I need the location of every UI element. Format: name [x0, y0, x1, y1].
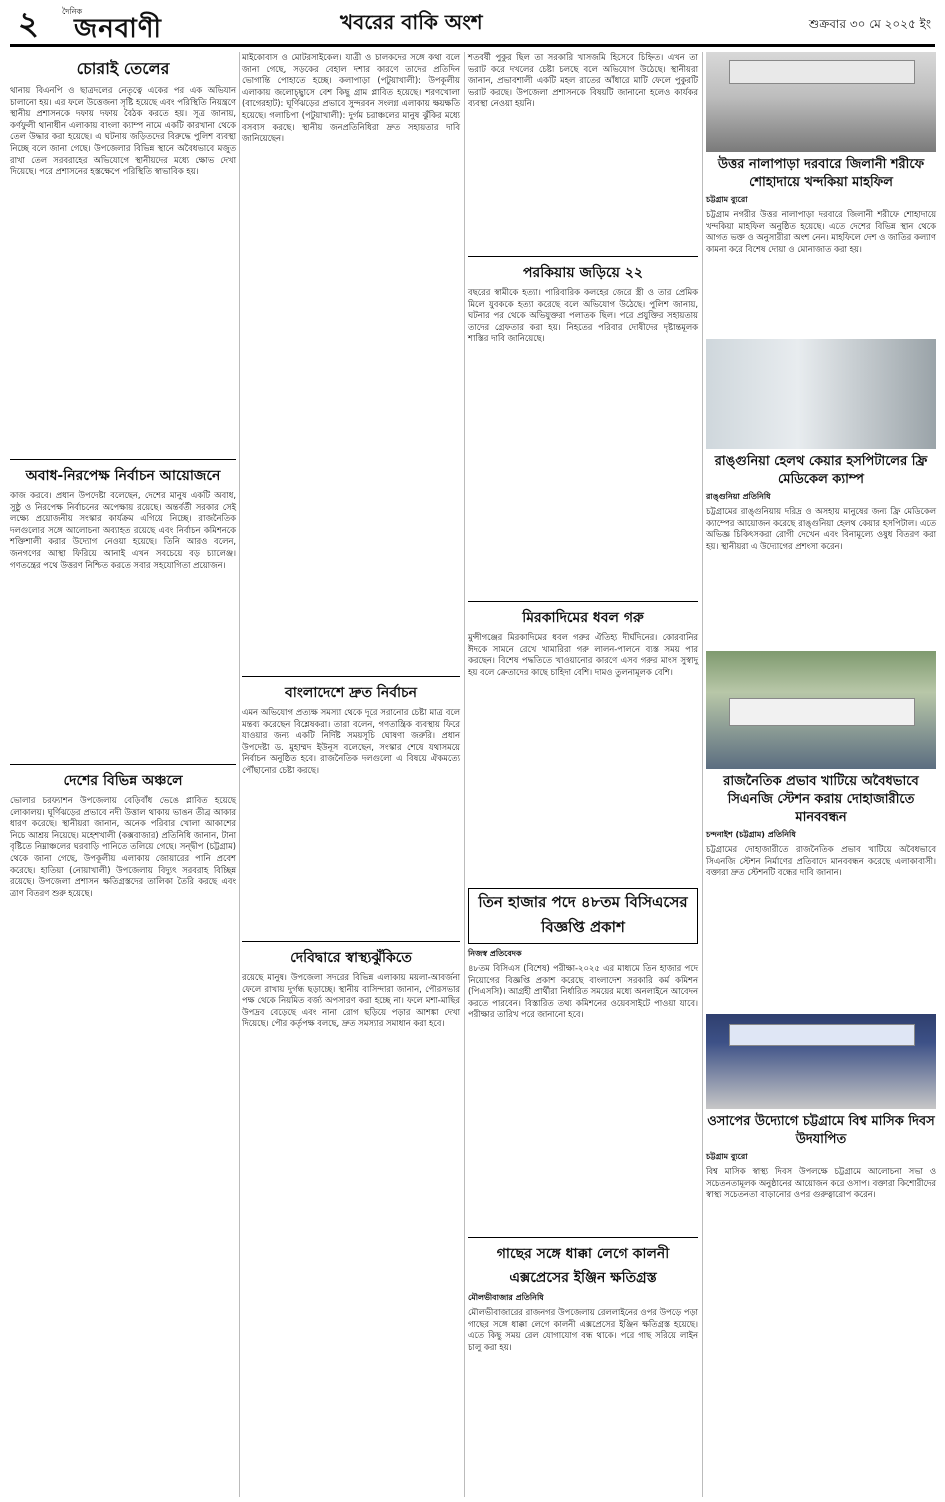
story-byline: চট্টগ্রাম ব্যুরো — [706, 195, 748, 204]
mahfil-photo — [706, 52, 936, 152]
daily-label: দৈনিক — [62, 7, 83, 16]
issue-date: শুক্রবার ৩০ মে ২০২৫ ইং — [808, 17, 931, 31]
story-body: বছরের স্বামীকে হত্যা। পারিবারিক কলহের জেরে স্ত্রী ও তার প্রেমিক মিলে যুবককে হত্যা করেছে বলে অভিযোগ উঠেছে। পুলিশ জানায়, ঘটনার পর থেকে অভিযুক্তরা পলাতক ছিল। পরে প্রযুক্তির সহায়তায় তাদের গ্রেফতার করা হয়। নিহতের পরিবার দোষীদের দৃষ্টান্তমূলক শাস্তির দাবি জানিয়েছে। — [468, 287, 701, 344]
story-title: দেশের বিভিন্ন অঞ্চলে — [10, 764, 236, 793]
paper-logo — [62, 6, 232, 44]
story-title: মিরকাদিমের ধবল গরু — [468, 601, 698, 630]
human-chain-photo — [706, 651, 936, 769]
story-body: চট্টগ্রামের দোহাজারীতে রাজনৈতিক প্রভাব খাটিয়ে অবৈধভাবে সিএনজি স্টেশন নির্মাণের প্রতিবাদে মানববন্ধন করেছে এলাকাবাসী। বক্তারা দ্রুত স্টেশনটি বন্ধের দাবি জানান। — [706, 844, 939, 878]
story-body: ভোলার চরফ্যাশন উপজেলায় বেড়িবাঁধ ভেঙে প্লাবিত হয়েছে লোকালয়। ঘূর্ণিঝড়ের প্রভাবে নদী উত্তাল থাকায় ভাঙন তীব্র আকার ধারণ করেছে। স্থানীয়রা জানান, অনেক পরিবার খোলা আকাশের নিচে আশ্রয় নিয়েছে। মহেশখালী (কক্সবাজার) প্রতিনিধি জানান, টানা বৃষ্টিতে নিম্নাঞ্চলের ঘরবাড়ি পানিতে তলিয়ে গেছে। সন্দ্বীপ (চট্টগ্রাম) থেকে জানা গেছে, উপকূলীয় এলাকায় জোয়ারের পানি প্রবেশ করেছে। হাতিয়া (নোয়াখালী) উপজেলায় বিদ্যুৎ সরবরাহ বিচ্ছিন্ন রয়েছে। উপজেলা প্রশাসন ক্ষতিগ্রস্তদের তালিকা তৈরি করছে এবং ত্রাণ বিতরণ শুরু হয়েছে। — [10, 795, 239, 898]
photo-caption: রাঙ্গুনিয়া হেলথ কেয়ার হসপিটালের ফ্রি মেডিকেল ক্যাম্প — [714, 454, 928, 487]
story-body: মাইকোবাস ও মোটরসাইকেল। যাত্রী ও চালকদের সঙ্গে কথা বলে জানা গেছে, সড়কের বেহাল দশার কারণে তাদের প্রতিদিন ভোগান্তি পোহাতে হচ্ছে। কলাপাড়া (পটুয়াখালী): উপকূলীয় এলাকায় জলোচ্ছ্বাসে বেশ কিছু গ্রাম প্লাবিত হয়েছে। শরণখোলা (বাগেরহাট): ঘূর্ণিঝড়ের প্রভাবে সুন্দরবন সংলগ্ন এলাকায় ক্ষয়ক্ষতি হয়েছে। গলাচিপা (পটুয়াখালী): দুর্গম চরাঞ্চলের মানুষ ঝুঁকির মধ্যে বসবাস করছে। স্থানীয় জনপ্রতিনিধিরা দ্রুত সহায়তার দাবি জানিয়েছেন। — [242, 52, 463, 144]
story-title: গাছের সঙ্গে ধাক্কা লেগে কালনী এক্সপ্রেসের ইঞ্জিন ক্ষতিগ্রস্ত — [468, 1237, 698, 1290]
column-4 — [706, 52, 939, 1497]
column-divider — [702, 52, 703, 1497]
story-byline: মৌলভীবাজার প্রতিনিধি — [468, 1293, 544, 1302]
story-byline: রাঙ্গুনিয়া প্রতিনিধি — [706, 492, 771, 501]
story-title: পরকিয়ায় জড়িয়ে ২২ — [468, 256, 698, 285]
column-1 — [10, 52, 239, 1497]
page-number: ২ — [18, 4, 39, 42]
story-title: তিন হাজার পদে ৪৮তম বিসিএসের বিজ্ঞপ্তি প্রকাশ — [468, 888, 698, 944]
photo-caption: উত্তর নালাপাড়া দরবারে জিলানী শরীফে শোহাদায়ে খন্দকিয়া মাহফিল — [717, 157, 925, 190]
column-divider — [464, 52, 465, 1497]
story-body: শতবর্ষী পুকুর ছিল তা সরকারি খাসজমি হিসেবে চিহ্নিত। এখন তা ভরাট করে দখলের চেষ্টা চলছে বলে অভিযোগ উঠেছে। স্থানীয়রা জানান, প্রভাবশালী একটি মহল রাতের আঁধারে মাটি ফেলে পুকুরটি ভরাট করছে। উপজেলা প্রশাসনকে বিষয়টি জানানো হলেও কার্যকর ব্যবস্থা নেওয়া হয়নি। — [468, 52, 701, 109]
column-2 — [242, 52, 463, 1497]
banner-shape — [729, 1024, 915, 1047]
story-body: মুন্সীগঞ্জের মিরকাদিমের ধবল গরুর ঐতিহ্য দীর্ঘদিনের। কোরবানির ঈদকে সামনে রেখে খামারিরা গরু লালন-পালনে ব্যস্ত সময় পার করছেন। বিশেষ পদ্ধতিতে খাওয়ানোর কারণে এসব গরুর মাংস সুস্বাদু হয় বলে ক্রেতাদের কাছে চাহিদা বেশি। দামও তুলনামূলক বেশি। — [468, 632, 701, 677]
story-body: এমন অভিযোগ প্রত্যক্ষ সমস্যা থেকে দূরে সরানোর চেষ্টা মাত্র বলে মন্তব্য করেছেন বিশ্লেষকরা। তারা বলেন, গণতান্ত্রিক ব্যবস্থায় ফিরে যাওয়ার জন্য একটি নির্দিষ্ট সময়সূচি ঘোষণা জরুরি। প্রধান উপদেষ্টা ড. মুহাম্মদ ইউনূস বলেছেন, সংস্কার শেষে যথাসময়ে নির্বাচন অনুষ্ঠিত হবে। রাজনৈতিক দলগুলো এ বিষয়ে ঐকমত্যে পৌঁছানোর চেষ্টা করছে। — [242, 707, 463, 775]
medical-camp-photo — [706, 339, 936, 449]
story-byline: চন্দনাইশ (চট্টগ্রাম) প্রতিনিধি — [706, 830, 796, 839]
banner-shape — [729, 60, 915, 84]
story-title: চোরাই তেলের — [76, 59, 170, 78]
story-body: থানায় বিএনপি ও ছাত্রদলের নেতৃত্বে একের পর এক অভিযান চালানো হয়। এর ফলে উত্তেজনা সৃষ্টি হয়েছে এবং পরিস্থিতি নিয়ন্ত্রণে স্থানীয় প্রশাসনকে দফায় দফায় বৈঠক করতে হয়। সূত্র জানায়, কর্ণফুলী থানাধীন এলাকায় বাংলা ক্যাম্প নামে একটি কারখানা থেকে তেল উদ্ধার করা হয়েছে। এ ঘটনায় জড়িতদের বিরুদ্ধে পুলিশ ব্যবস্থা নিচ্ছে বলে জানা গেছে। উপজেলার বিভিন্ন স্থানে অবৈধভাবে মজুত রাখা তেল সরবরাহের অভিযোগে স্থানীয়দের মধ্যে ক্ষোভ দেখা দিয়েছে। পরে প্রশাসনের হস্তক্ষেপে পরিস্থিতি স্বাভাবিক হয়। — [10, 85, 239, 177]
masthead — [10, 4, 935, 47]
story-body: ৪৮তম বিসিএস (বিশেষ) পরীক্ষা-২০২৫ এর মাধ্যমে তিন হাজার পদে নিয়োগের বিজ্ঞপ্তি প্রকাশ করেছে বাংলাদেশ সরকারি কর্ম কমিশন (পিএসসি)। আগ্রহী প্রার্থীরা নির্ধারিত সময়ের মধ্যে অনলাইনে আবেদন করতে পারবেন। বিস্তারিত তথ্য কমিশনের ওয়েবসাইটে পাওয়া যাবে। পরীক্ষার তারিখ পরে জানানো হবে। — [468, 963, 701, 1020]
story-body: চট্টগ্রাম নগরীর উত্তর নালাপাড়া দরবারে জিলানী শরীফে শোহাদায়ে খন্দকিয়া মাহফিল অনুষ্ঠিত হয়েছে। এতে দেশের বিভিন্ন স্থান থেকে আগত ভক্ত ও অনুসারীরা অংশ নেন। মাহফিলে দেশ ও জাতির কল্যাণ কামনা করে বিশেষ দোয়া ও মোনাজাত করা হয়। — [706, 209, 939, 254]
story-byline: চট্টগ্রাম ব্যুরো — [706, 1152, 748, 1161]
photo-caption: ওসাপের উদ্যোগে চট্টগ্রামে বিশ্ব মাসিক দিবস উদযাপিত — [707, 1114, 935, 1147]
column-3 — [468, 52, 701, 1497]
story-body: কাজ করবে। প্রধান উপদেষ্টা বলেছেন, দেশের মানুষ একটি অবাধ, সুষ্ঠু ও নিরপেক্ষ নির্বাচনের অপেক্ষায় রয়েছে। অন্তর্বর্তী সরকার সেই লক্ষ্যে প্রয়োজনীয় সংস্কার কার্যক্রম এগিয়ে নিচ্ছে। রাজনৈতিক দলগুলোর সঙ্গে আলোচনা অব্যাহত রয়েছে এবং নির্বাচন কমিশনকে শক্তিশালী করার উদ্যোগ নেওয়া হয়েছে। তিনি আরও বলেন, জনগণের আস্থা ফিরিয়ে আনাই এখন সবচেয়ে বড় চ্যালেঞ্জ। গণতন্ত্রের পথে উত্তরণ নিশ্চিত করতে সবার সহযোগিতা প্রয়োজন। — [10, 490, 239, 570]
section-title: খবরের বাকি অংশ — [340, 10, 483, 34]
story-title: বাংলাদেশে দ্রুত নির্বাচন — [242, 676, 460, 705]
story-body: মৌলভীবাজারের রাজনগর উপজেলায় রেললাইনের ওপর উপড়ে পড়া গাছের সঙ্গে ধাক্কা লেগে কালনী এক্সপ্রেসের ইঞ্জিন ক্ষতিগ্রস্ত হয়েছে। এতে কিছু সময় রেল যোগাযোগ বন্ধ থাকে। পরে গাছ সরিয়ে লাইন চালু করা হয়। — [468, 1307, 701, 1352]
story-body: রয়েছে মানুষ। উপজেলা সদরের বিভিন্ন এলাকায় ময়লা-আবর্জনা ফেলে রাখায় দুর্গন্ধ ছড়াচ্ছে। স্থানীয় বাসিন্দারা জানান, পৌরসভার পক্ষ থেকে নিয়মিত বর্জ্য অপসারণ করা হচ্ছে না। ফলে মশা-মাছির উপদ্রব বেড়েছে এবং নানা রোগ ছড়িয়ে পড়ার আশঙ্কা দেখা দিয়েছে। পৌর কর্তৃপক্ষ বলছে, দ্রুত সমস্যার সমাধান করা হবে। — [242, 972, 463, 1029]
story-byline: নিজস্ব প্রতিবেদক — [468, 949, 522, 958]
story-title: অবাধ-নিরপেক্ষ নির্বাচন আয়োজনে — [10, 459, 236, 488]
story-body: চট্টগ্রামের রাঙ্গুনিয়ায় দরিদ্র ও অসহায় মানুষের জন্য ফ্রি মেডিকেল ক্যাম্পের আয়োজন করেছে রাঙ্গুনিয়া হেলথ কেয়ার হসপিটাল। এতে অভিজ্ঞ চিকিৎসকরা রোগী দেখেন এবং বিনামূল্যে ওষুধ বিতরণ করা হয়। স্থানীয়রা এ উদ্যোগের প্রশংসা করেন। — [706, 506, 939, 551]
paper-name: জনবাণী — [74, 14, 162, 44]
story-title: দেবিদ্বারে স্বাস্থ্যঝুঁকিতে — [242, 941, 460, 970]
menstrual-day-photo — [706, 1014, 936, 1109]
banner-shape — [729, 698, 915, 726]
column-divider — [239, 52, 240, 1497]
photo-caption: রাজনৈতিক প্রভাব খাটিয়ে অবৈধভাবে সিএনজি স্টেশন করায় দোহাজারীতে মানববন্ধন — [723, 774, 919, 825]
story-body: বিশ্ব মাসিক স্বাস্থ্য দিবস উপলক্ষে চট্টগ্রামে আলোচনা সভা ও সচেতনতামূলক অনুষ্ঠানের আয়োজন করে ওসাপ। বক্তারা কিশোরীদের স্বাস্থ্য সচেতনতা বাড়ানোর ওপর গুরুত্বারোপ করেন। — [706, 1166, 939, 1200]
